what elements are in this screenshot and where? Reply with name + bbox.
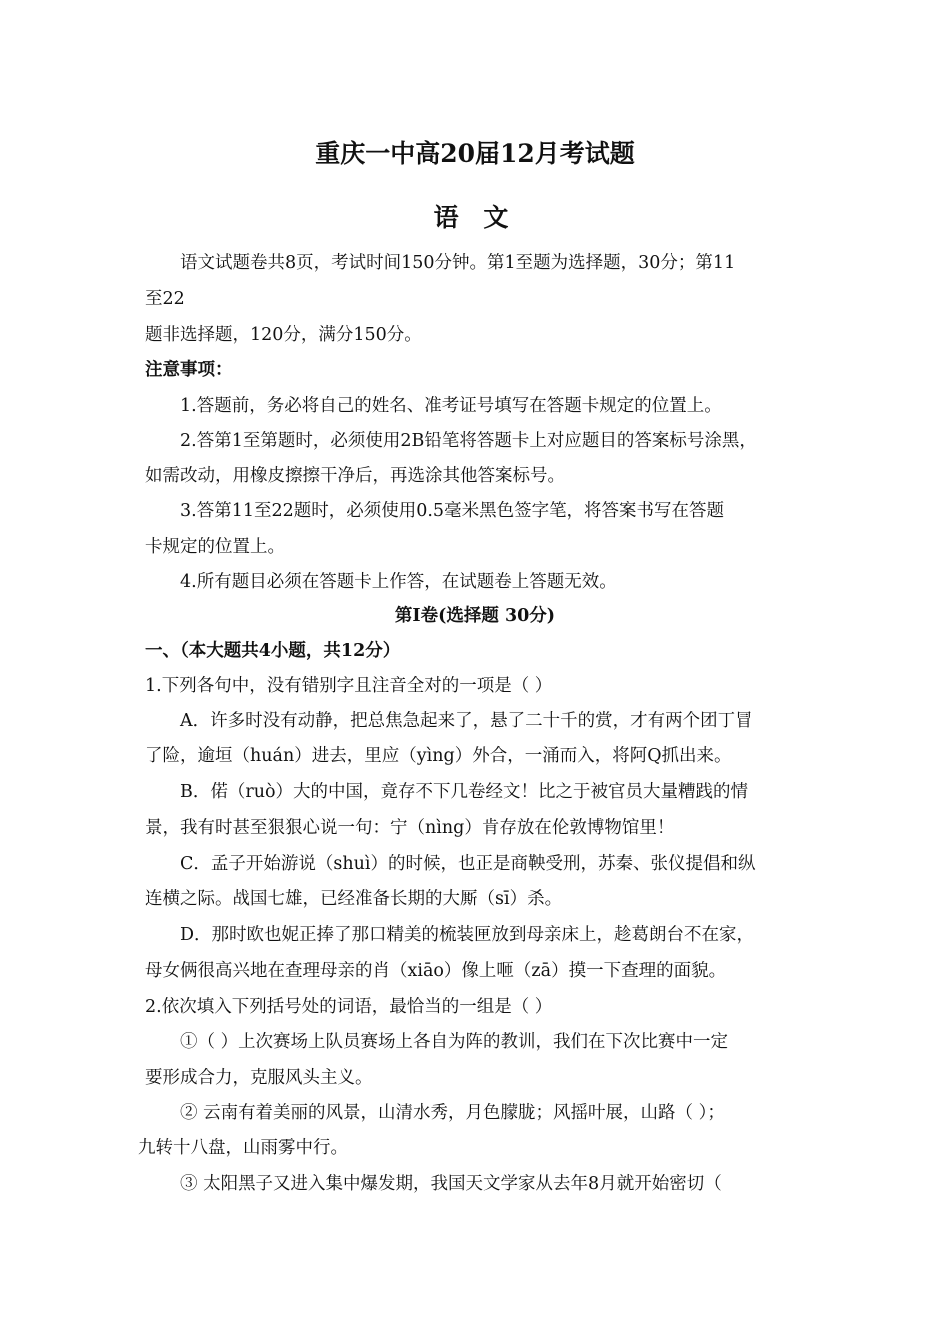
option-d: 母女俩很高兴地在查理母亲的肖（xiāo）像上咂（zā）摸一下查理的面貌。 xyxy=(145,961,727,981)
note-item: 3.答第11至22题时，必须使用0.5毫米黑色签字笔，将答案书写在答题 xyxy=(180,501,725,521)
note-item: 卡规定的位置上。 xyxy=(145,537,285,557)
section-heading: 第Ⅰ卷(选择题 30分) xyxy=(394,606,556,626)
option-b: 景，我有时甚至狠狠心说一句：宁（nìng）肯存放在伦敦博物馆里！ xyxy=(145,818,675,838)
option-b: B．偌（ruò）大的中国，竟存不下几卷经文！比之于被官员大量糟践的情 xyxy=(180,782,749,802)
option-d: D．那时欧也妮正捧了那口精美的梳装匣放到母亲床上，趁葛朗台不在家， xyxy=(180,925,755,945)
subject-heading: 语 文 xyxy=(433,203,517,232)
option-c: C．孟子开始游说（shuì）的时候，也正是商鞅受刑，苏秦、张仪提倡和纵 xyxy=(180,854,756,874)
option-c: 连横之际。战国七雄，已经准备长期的大厮（sī）杀。 xyxy=(145,889,563,909)
option-a: 了险，逾垣（huán）进去，里应（yìng）外合，一涌而入，将阿Q抓出来。 xyxy=(145,746,732,766)
note-item: 4.所有题目必须在答题卡上作答，在试题卷上答题无效。 xyxy=(180,572,617,592)
page-title: 重庆一中高20届12月考试题 xyxy=(315,139,635,168)
sentence-2: ② 云南有着美丽的风景，山清水秀，月色朦胧；风摇叶展，山路（ ）； xyxy=(180,1103,725,1123)
notes-heading: 注意事项： xyxy=(145,360,233,380)
intro-text: 题非选择题，120分，满分150分。 xyxy=(145,325,422,345)
sentence-1: 要形成合力，克服风头主义。 xyxy=(145,1068,373,1088)
sentence-3: ③ 太阳黑子又进入集中爆发期，我国天文学家从去年8月就开始密切（ xyxy=(180,1174,722,1194)
intro-text: 语文试题卷共8页，考试时间150分钟。第1至题为选择题，30分；第11 xyxy=(180,253,736,273)
sentence-2: 九转十八盘，山雨雾中行。 xyxy=(138,1138,348,1158)
question-stem: 1.下列各句中，没有错别字且注音全对的一项是（ ） xyxy=(145,676,553,696)
note-item: 1.答题前，务必将自己的姓名、准考证号填写在答题卡规定的位置上。 xyxy=(180,396,722,416)
note-item: 2.答第1至第题时，必须使用2B铅笔将答题卡上对应题目的答案标号涂黑， xyxy=(180,431,757,451)
question-stem: 2.依次填入下列括号处的词语，最恰当的一组是（ ） xyxy=(145,997,553,1017)
note-item: 如需改动，用橡皮擦擦干净后，再选涂其他答案标号。 xyxy=(145,466,565,486)
sentence-1: ①（ ）上次赛场上队员赛场上各自为阵的教训，我们在下次比赛中一定 xyxy=(180,1032,729,1052)
part-heading: 一、（本大题共4小题，共12分） xyxy=(145,641,401,661)
intro-text: 至22 xyxy=(145,289,185,309)
option-a: A．许多时没有动静，把总焦急起来了，悬了二十千的赏，才有两个团丁冒 xyxy=(180,711,753,731)
